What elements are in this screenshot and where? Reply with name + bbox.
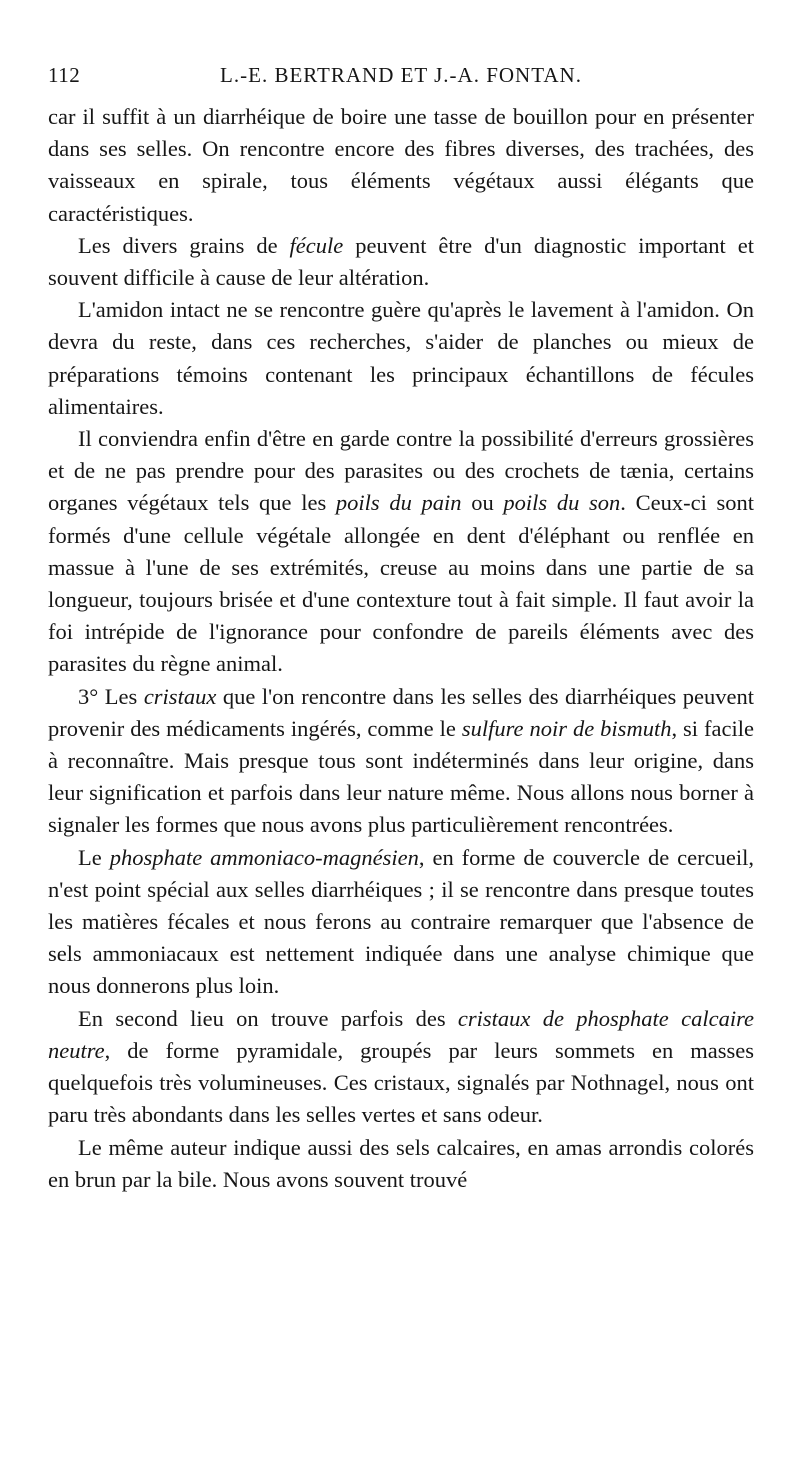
paragraph (48, 294, 754, 423)
paragraph (48, 423, 754, 681)
text-run: 3° Les (78, 683, 144, 709)
paragraph (48, 681, 754, 842)
text-run: , si facile à reconnaître. Mais presque tous sont indéterminés dans leur origine, dans leur signification et parfois dans leur nature même. Nous allons nous borner à signaler les formes que nous avons plus particulièrement rencontrées. (48, 715, 754, 838)
text-run: , en forme de couvercle de cercueil, n'est point spécial aux selles diarrhéiques ; il se rencontre dans presque toutes les matières fécales et nous ferons au contraire remarquer que l'absence de sels ammoniacaux est nettement indiquée dans une analyse chimique que nous donnerons plus loin. (48, 844, 754, 999)
text-run: peuvent être d'un diagnostic important et souvent difficile à cause de leur altération. (48, 232, 754, 291)
text-run: Le même auteur indique aussi des sels calcaires, en amas arrondis colorés en brun par la bile. Nous avons souvent trouvé (48, 1134, 754, 1192)
italic-term: phosphate ammoniaco-magnésien (109, 844, 419, 870)
text-run: Il conviendra enfin d'être en garde contre la possibilité d'erreurs grossières et de ne pas prendre pour des parasites ou des crochets de tænia, certains organes végétaux tels que les (48, 426, 754, 516)
page-number: 112 (48, 63, 81, 87)
body-text (48, 101, 754, 1196)
text-run: Les divers grains de (78, 232, 290, 258)
running-head-authors: L.-E. BERTRAND ET J.-A. FONTAN. (220, 63, 582, 87)
text-run: ou (461, 490, 504, 516)
paragraph (48, 230, 754, 294)
text-run: , de forme pyramidale, groupés par leurs sommets en masses quelquefois très volumineuses. Ces cristaux, signalés par Nothnagel, nous ont paru très abondants dans les selles vertes et sans odeur. (48, 1037, 754, 1128)
italic-term: cristaux (143, 683, 217, 709)
text-run: car il suffit à un diarrhéique de boire une tasse de bouillon pour en présenter dans ses selles. On rencontre encore des fibres diverses, des trachées, des vaisseaux en spirale, tous éléments végétaux aussi élégants que caractéristiques. (48, 104, 754, 226)
text-run: L'amidon intact ne se rencontre guère qu'après le lavement à l'amidon. On devra du reste, dans ces recherches, s'aider de planches ou mieux de préparations témoins contenant les principaux échantillons de fécules alimentaires. (48, 297, 754, 419)
paragraph (48, 1132, 754, 1196)
paragraph (48, 842, 754, 1003)
italic-term: fécule (289, 232, 344, 258)
text-run: En second lieu on trouve parfois des (78, 1005, 458, 1031)
italic-term: poils du pain (335, 490, 462, 516)
running-head (48, 55, 754, 89)
book-page (48, 55, 754, 1196)
text-run: . Ceux-ci sont formés d'une cellule végétale allongée en dent d'éléphant ou renflée en massue à l'une de ses extrémités, creuse au moins dans une partie de sa longueur, toujours brisée et d'une contexture tout à fait simple. Il faut avoir la foi intrépide de l'ignorance pour confondre de pareils éléments avec des parasites du règne animal. (48, 490, 755, 677)
italic-term: sulfure noir de bismuth (461, 715, 672, 741)
paragraph (48, 1003, 754, 1132)
italic-term: poils du son (503, 490, 621, 516)
text-run: Le (78, 844, 110, 870)
text-run: que l'on rencontre dans les selles des diarrhéiques peuvent provenir des médicaments ingérés, comme le (48, 683, 755, 741)
italic-term: cristaux de phosphate calcaire neutre (48, 1005, 754, 1063)
paragraph (48, 101, 754, 230)
